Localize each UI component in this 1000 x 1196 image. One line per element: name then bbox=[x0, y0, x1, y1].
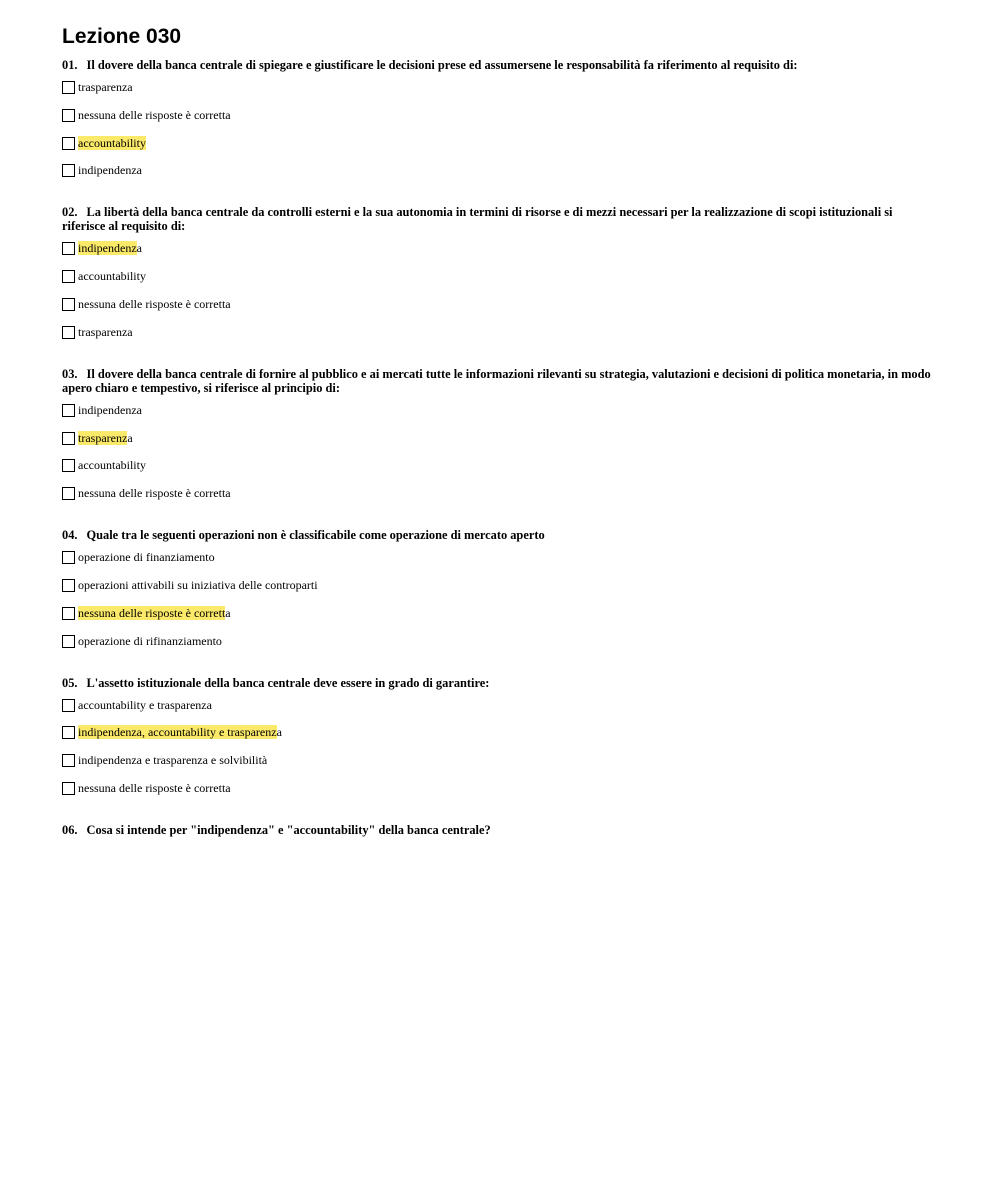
answer-option[interactable] bbox=[62, 268, 932, 285]
question-number: 02. bbox=[62, 205, 78, 220]
answer-text: a bbox=[276, 725, 282, 740]
answer-checkbox[interactable] bbox=[62, 579, 75, 592]
answer-option[interactable] bbox=[62, 162, 932, 179]
question-number: 01. bbox=[62, 58, 78, 72]
question-text bbox=[62, 367, 932, 395]
answer-label bbox=[78, 403, 142, 418]
highlighted-answer-text: nessuna delle risposte è corrett bbox=[78, 605, 226, 620]
question-text bbox=[62, 205, 932, 233]
answer-checkbox[interactable] bbox=[62, 404, 75, 417]
answer-text: operazione di rifinanziamento bbox=[78, 633, 222, 648]
question-text bbox=[62, 823, 932, 837]
answer-label bbox=[78, 753, 267, 768]
answer-option[interactable] bbox=[62, 402, 932, 419]
question-05 bbox=[62, 676, 932, 797]
highlighted-answer-text: indipendenz bbox=[78, 241, 137, 256]
answer-label bbox=[78, 606, 231, 621]
answer-label bbox=[78, 163, 142, 178]
answer-option[interactable] bbox=[62, 633, 932, 650]
answer-text: indipendenza e trasparenza e solvibilità bbox=[78, 753, 268, 768]
answer-option[interactable] bbox=[62, 240, 932, 257]
question-06 bbox=[62, 823, 932, 837]
answer-option[interactable] bbox=[62, 79, 932, 96]
highlighted-answer-text: trasparenz bbox=[78, 430, 128, 445]
answer-label bbox=[78, 297, 231, 312]
answer-label bbox=[78, 136, 146, 151]
answer-text: trasparenza bbox=[78, 80, 133, 94]
question-prompt: L'assetto istituzionale della banca centrale deve essere in grado di garantire: bbox=[86, 675, 490, 690]
answer-label bbox=[78, 578, 318, 593]
answer-checkbox[interactable] bbox=[62, 109, 75, 122]
answer-checkbox[interactable] bbox=[62, 607, 75, 620]
answer-label bbox=[78, 80, 133, 95]
answer-text: indipendenza bbox=[78, 402, 142, 417]
question-prompt: La libertà della banca centrale da controlli esterni e la sua autonomia in termini di risorse e di mezzi necessari per la realizzazione di scopi istituzionali si riferisce al requisito di: bbox=[62, 205, 893, 234]
answer-label bbox=[78, 550, 215, 565]
answer-checkbox[interactable] bbox=[62, 459, 75, 472]
answer-label bbox=[78, 269, 146, 284]
answer-option[interactable] bbox=[62, 697, 932, 714]
question-prompt: Quale tra le seguenti operazioni non è classificabile come operazione di mercato aperto bbox=[86, 528, 545, 543]
question-03 bbox=[62, 367, 932, 502]
answer-text: accountability bbox=[78, 269, 146, 284]
answer-option[interactable] bbox=[62, 324, 932, 341]
answer-label bbox=[78, 458, 146, 473]
question-prompt: Il dovere della banca centrale di fornire al pubblico e ai mercati tutte le informazioni rilevanti su strategia, valutazioni e decisioni di politica monetaria, in modo apero chiaro e tempestivo, si riferisce al principio di: bbox=[62, 366, 931, 395]
question-prompt: Cosa si intende per "indipendenza" e "accountability" della banca centrale? bbox=[86, 822, 491, 837]
question-01 bbox=[62, 58, 932, 179]
answer-text: nessuna delle risposte è corretta bbox=[78, 296, 231, 311]
answer-checkbox[interactable] bbox=[62, 699, 75, 712]
answer-text: indipendenza bbox=[78, 163, 142, 178]
answer-text: a bbox=[127, 430, 133, 445]
answer-label bbox=[78, 431, 133, 446]
answer-text: accountability e trasparenza bbox=[78, 697, 212, 712]
answer-label bbox=[78, 108, 231, 123]
answer-checkbox[interactable] bbox=[62, 164, 75, 177]
answer-label bbox=[78, 241, 142, 256]
answer-checkbox[interactable] bbox=[62, 635, 75, 648]
answer-text: a bbox=[136, 241, 142, 256]
answer-text: a bbox=[225, 605, 231, 620]
answer-label bbox=[78, 781, 231, 796]
answer-option[interactable] bbox=[62, 485, 932, 502]
answer-option[interactable] bbox=[62, 549, 932, 566]
answer-option[interactable] bbox=[62, 430, 932, 447]
answer-option[interactable] bbox=[62, 724, 932, 741]
question-number: 04. bbox=[62, 528, 78, 543]
answer-option[interactable] bbox=[62, 135, 932, 152]
answer-text: nessuna delle risposte è corretta bbox=[78, 486, 231, 501]
answer-label bbox=[78, 725, 282, 740]
question-02 bbox=[62, 205, 932, 340]
answer-option[interactable] bbox=[62, 577, 932, 594]
answer-checkbox[interactable] bbox=[62, 782, 75, 795]
answer-checkbox[interactable] bbox=[62, 298, 75, 311]
question-text bbox=[62, 528, 932, 542]
question-text bbox=[62, 58, 932, 72]
answer-label bbox=[78, 325, 133, 340]
answer-checkbox[interactable] bbox=[62, 726, 75, 739]
answer-checkbox[interactable] bbox=[62, 81, 75, 94]
document-page bbox=[62, 24, 932, 863]
answer-option[interactable] bbox=[62, 457, 932, 474]
answer-text: operazione di finanziamento bbox=[78, 550, 215, 565]
answer-label bbox=[78, 698, 212, 713]
answer-text: trasparenza bbox=[78, 324, 133, 339]
question-prompt: Il dovere della banca centrale di spiegare e giustificare le decisioni prese ed assumersene le responsabilità fa riferimento al requisito di: bbox=[86, 58, 798, 72]
answer-text: accountability bbox=[78, 458, 146, 473]
answer-checkbox[interactable] bbox=[62, 432, 75, 445]
answer-checkbox[interactable] bbox=[62, 326, 75, 339]
answer-option[interactable] bbox=[62, 780, 932, 797]
question-number: 06. bbox=[62, 822, 78, 837]
question-number: 03. bbox=[62, 366, 78, 381]
highlighted-answer-text: indipendenza, accountability e trasparenz bbox=[78, 725, 277, 740]
answer-option[interactable] bbox=[62, 752, 932, 769]
question-04 bbox=[62, 528, 932, 649]
answer-checkbox[interactable] bbox=[62, 754, 75, 767]
answer-text: nessuna delle risposte è corretta bbox=[78, 107, 231, 122]
answer-option[interactable] bbox=[62, 296, 932, 313]
answer-option[interactable] bbox=[62, 605, 932, 622]
answer-checkbox[interactable] bbox=[62, 242, 75, 255]
answer-checkbox[interactable] bbox=[62, 137, 75, 150]
answer-label bbox=[78, 486, 231, 501]
answer-option[interactable] bbox=[62, 107, 932, 124]
answer-checkbox[interactable] bbox=[62, 270, 75, 283]
answer-checkbox[interactable] bbox=[62, 551, 75, 564]
highlighted-answer-text: accountability bbox=[78, 135, 146, 150]
question-number: 05. bbox=[62, 675, 78, 690]
answer-text: nessuna delle risposte è corretta bbox=[78, 780, 231, 795]
lesson-title: Lezione 030 bbox=[62, 25, 182, 48]
answer-label bbox=[78, 634, 222, 649]
question-text bbox=[62, 676, 932, 690]
answer-checkbox[interactable] bbox=[62, 487, 75, 500]
answer-text: operazioni attivabili su iniziativa delle controparti bbox=[78, 577, 318, 592]
